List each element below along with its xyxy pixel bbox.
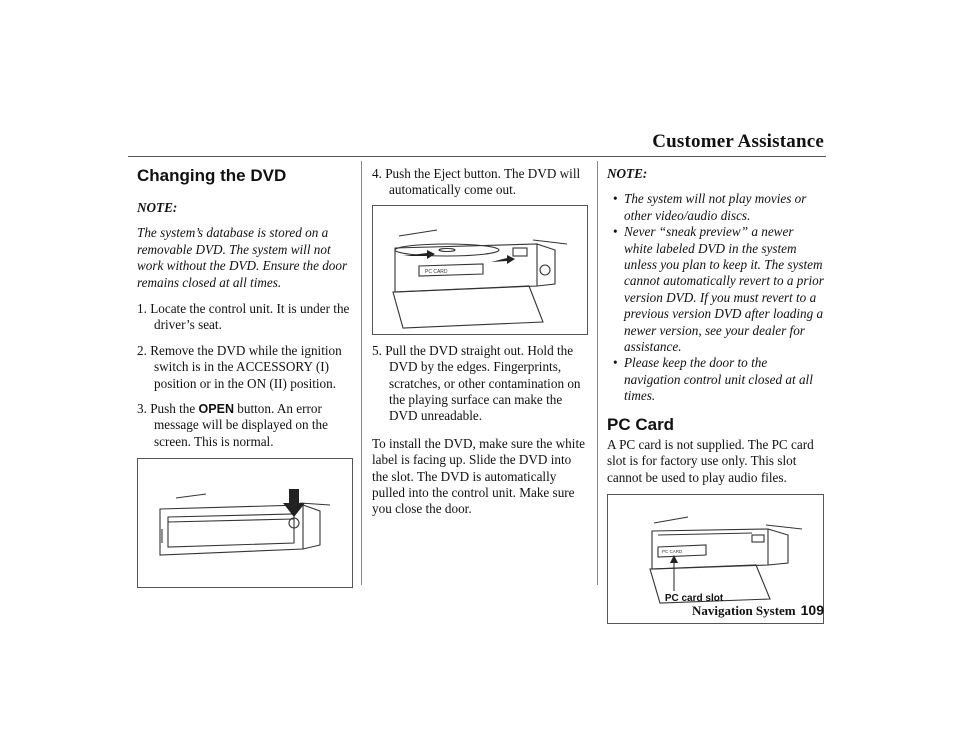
column-2 [372,166,588,527]
pc-card-slot-label: PC CARD [425,268,448,275]
list-item: • The system will not play movies or other video/audio discs. [607,191,825,224]
page-number: 109 [800,602,824,618]
pc-card-slot-callout: PC card slot [664,592,724,604]
step-3: 3. Push the OPEN button. An error message will be displayed on the screen. This is normal. [137,401,328,449]
header-rule [128,156,826,157]
install-paragraph: To install the DVD, make sure the white label is facing up. Slide the DVD into the slot. The DVD is automatically pulled into the control unit. Make sure you close the door. [372,435,585,517]
note-text: The system’s database is stored on a removable DVD. The system will not work without the DVD. Ensure the door remains closed at all times. [137,225,348,290]
arrow-right-icon [491,255,515,264]
arrow-down-icon [283,489,305,517]
control-unit-illustration [138,459,352,587]
figure-control-unit-open [137,458,353,588]
column-divider-2 [597,161,598,585]
open-button-label: OPEN [198,402,234,417]
figure-dvd-eject [372,205,588,335]
step-1: 1. Locate the control unit. It is under the driver’s seat. [137,301,350,333]
section-heading-changing-dvd: Changing the DVD [137,166,287,185]
pc-card-slot-label: PC CARD [662,548,683,554]
arrow-right-icon [403,250,435,259]
column-divider-1 [361,161,362,585]
step-2: 2. Remove the DVD while the ignition switch is in the ACCESSORY (I) position or in the ON (II) position. [137,342,342,391]
manual-name: Navigation System [692,603,796,618]
notes-list [607,191,825,404]
note-label: NOTE: [137,200,178,215]
pc-card-text: A PC card is not supplied. The PC card slot is for factory use only. This slot cannot be used to play audio files. [607,436,814,485]
section-heading-pc-card: PC Card [607,414,675,434]
section-title: Customer Assistance [652,131,824,152]
column-1 [137,166,353,588]
list-item: • Never “sneak preview” a newer white labeled DVD in the system unless you plan to keep it. The system cannot automatically revert to a prior version DVD. If you must revert to a previous version DVD after loading a newer version, see your dealer for assistance. [607,224,825,355]
dvd-eject-illustration [373,206,587,334]
step-5: 5. Pull the DVD straight out. Hold the DVD by the edges. Fingerprints, scratches, or other contamination on the playing surface can make the DVD unreadable. [372,342,581,424]
list-item: • Please keep the door to the navigation control unit closed at all times. [607,355,825,404]
page-footer [692,602,824,619]
step-4: 4. Push the Eject button. The DVD will automatically come out. [372,166,581,198]
note-label: NOTE: [607,166,648,181]
column-3 [607,166,825,624]
